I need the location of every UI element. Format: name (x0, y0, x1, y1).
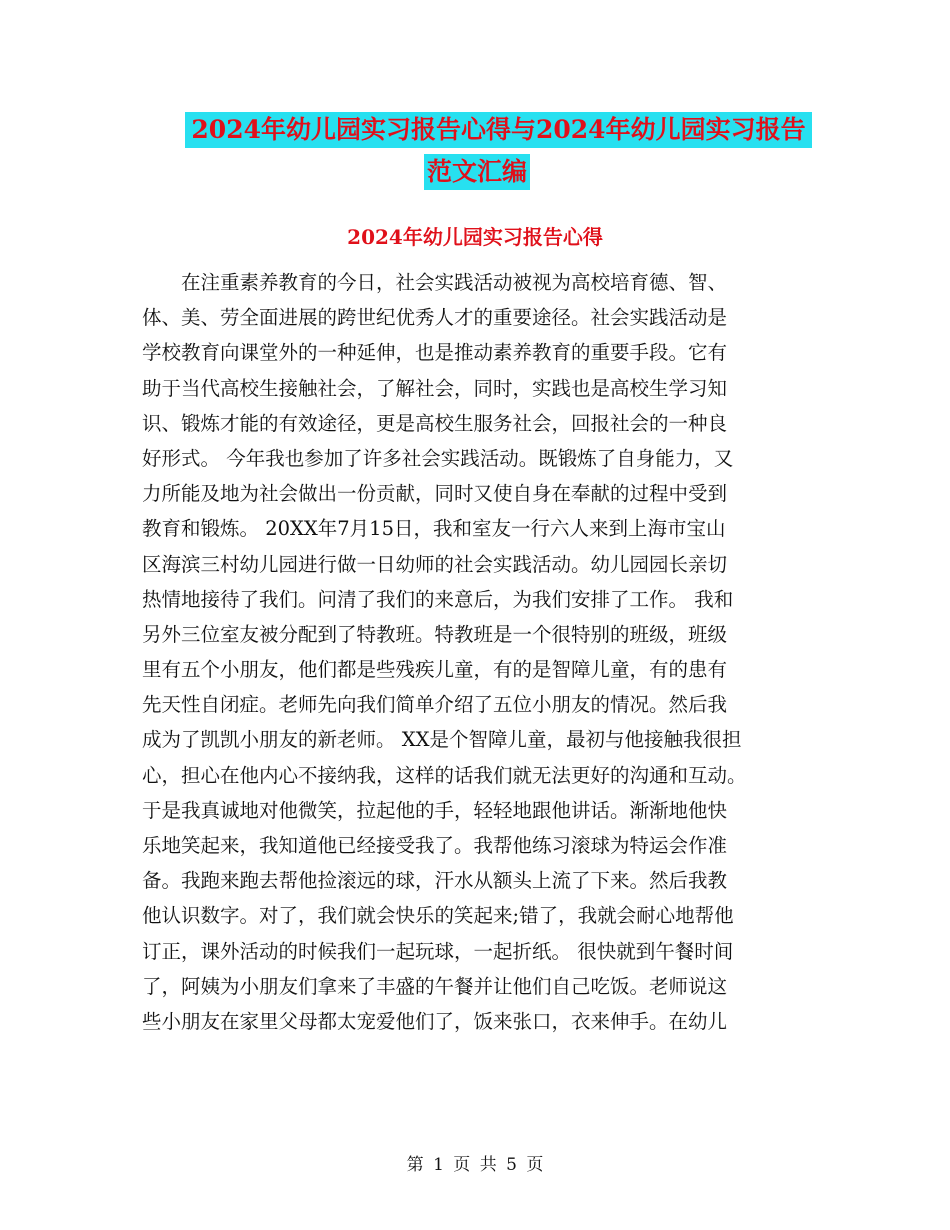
body-line: 备。我跑来跑去帮他捡滚远的球，汗水从额头上流了下来。然后我教 (142, 869, 728, 893)
body-line: 助于当代高校生接触社会，了解社会，同时，实践也是高校生学习知 (142, 376, 728, 400)
body-line: 教育和锻炼。 20XX年7月15日，我和室友一行六人来到上海市宝山 (142, 517, 726, 541)
body-line: 识、锻炼才能的有效途径，更是高校生服务社会，回报社会的一种良 (142, 411, 728, 435)
title-line-1: 2024年幼儿园实习报告心得与2024年幼儿园实习报告 (185, 112, 812, 148)
body-line: 先天性自闭症。老师先向我们简单介绍了五位小朋友的情况。然后我 (142, 693, 728, 717)
body-line: 在注重素养教育的今日，社会实践活动被视为高校培育德、智、 (142, 271, 728, 294)
body-line: 些小朋友在家里父母都太宠爱他们了，饭来张口，衣来伸手。在幼儿 (142, 1009, 728, 1033)
body-paragraph (142, 265, 810, 1039)
body-line: 力所能及地为社会做出一份贡献，同时又使自身在奉献的过程中受到 (142, 482, 728, 506)
body-line: 另外三位室友被分配到了特教班。特教班是一个很特别的班级，班级 (142, 622, 728, 646)
body-line: 热情地接待了我们。问清了我们的来意后，为我们安排了工作。 我和 (142, 587, 734, 611)
body-line: 学校教育向课堂外的一种延伸，也是推动素养教育的重要手段。它有 (142, 341, 728, 365)
body-line: 了，阿姨为小朋友们拿来了丰盛的午餐并让他们自己吃饭。老师说这 (142, 974, 728, 998)
body-line: 区海滨三村幼儿园进行做一日幼师的社会实践活动。幼儿园园长亲切 (142, 552, 728, 576)
section-heading: 2024年幼儿园实习报告心得 (347, 225, 603, 249)
body-line: 订正，课外活动的时候我们一起玩球，一起折纸。 很快就到午餐时间 (142, 939, 734, 963)
body-line: 心，担心在他内心不接纳我，这样的话我们就无法更好的沟通和互动。 (142, 763, 747, 787)
body-line: 好形式。 今年我也参加了许多社会实践活动。既锻炼了自身能力，又 (142, 446, 734, 470)
title-line-2: 范文汇编 (424, 154, 530, 190)
body-line: 里有五个小朋友，他们都是些残疾儿童，有的是智障儿童，有的患有 (142, 658, 728, 682)
body-line: 成为了凯凯小朋友的新老师。 XX是个智障儿童，最初与他接触我很担 (142, 728, 742, 752)
page-footer: 第 1 页 共 5 页 (406, 1155, 544, 1175)
body-line: 乐地笑起来，我知道他已经接受我了。我帮他练习滚球为特运会作准 (142, 834, 728, 857)
body-line: 体、美、劳全面进展的跨世纪优秀人才的重要途径。社会实践活动是 (142, 306, 728, 330)
body-line: 他认识数字。对了，我们就会快乐的笑起来;错了，我就会耐心地帮他 (142, 904, 734, 928)
body-line: 于是我真诚地对他微笑，拉起他的手，轻轻地跟他讲话。渐渐地他快 (142, 798, 728, 822)
